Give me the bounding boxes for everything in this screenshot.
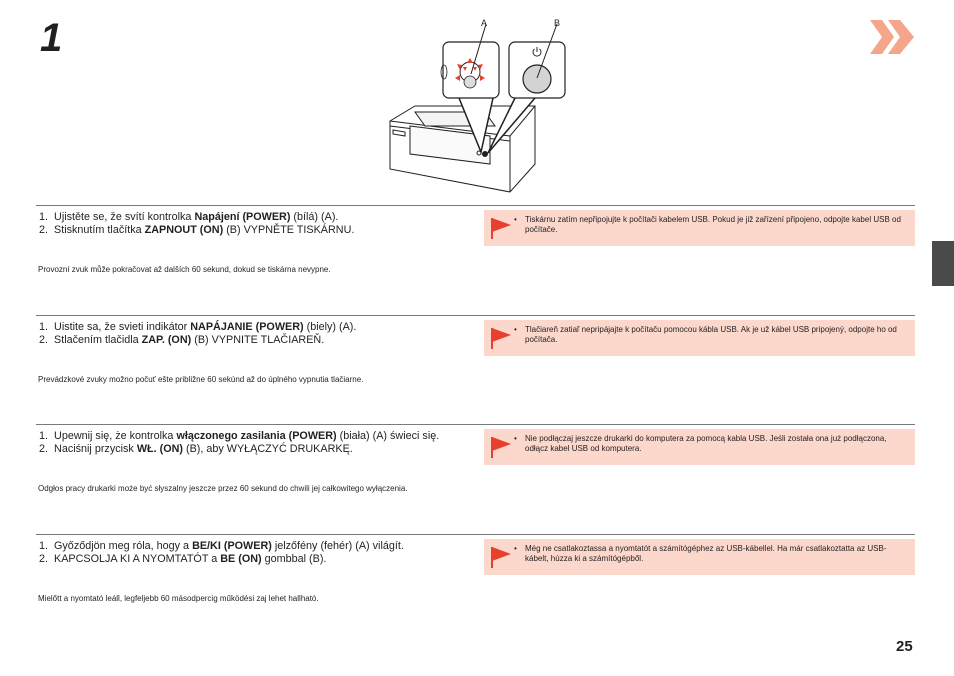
caution-box (484, 320, 915, 356)
step-item: 2. Naciśnij przycisk WŁ. (ON) (B), aby WYŁĄCZYĆ DRUKARKĘ. (39, 443, 353, 455)
caution-box (484, 210, 915, 246)
section-hu (36, 534, 915, 635)
label-a: A (481, 18, 488, 28)
section-pl (36, 424, 915, 525)
caution-flag-icon (490, 326, 512, 350)
caution-text: • Még ne csatlakoztassa a nyomtatót a számítógéphez az USB-kábellel. Ha már csatlakoztatta az USB-kábelt, húzza ki a számítógépből. (514, 544, 887, 563)
printer-illustration (385, 14, 575, 196)
caution-box (484, 539, 915, 575)
note-text: Mielőtt a nyomtató leáll, legfeljebb 60 másodpercig működési zaj lehet hallható. (38, 594, 319, 603)
caution-flag-icon (490, 435, 512, 459)
next-arrows-icon (868, 18, 916, 56)
page-number: 25 (896, 638, 913, 655)
note-text: Provozní zvuk může pokračovat až dalších 60 sekund, dokud se tiskárna nevypne. (38, 265, 331, 274)
caution-box (484, 429, 915, 465)
side-tab (932, 241, 954, 286)
section-cs (36, 205, 915, 306)
caution-text: • Tlačiareň zatiaľ nepripájajte k počítaču pomocou kábla USB. Ak je už kábel USB pripojený, odpojte ho od počítača. (514, 325, 897, 344)
step-item: 2. Stlačením tlačidla ZAP. (ON) (B) VYPNITE TLAČIAREŇ. (39, 334, 325, 346)
caution-flag-icon (490, 216, 512, 240)
caution-text: • Nie podłączaj jeszcze drukarki do komputera za pomocą kabla USB. Jeśli została ona już podłączona, odłącz kabel USB od komputera. (514, 434, 887, 453)
step-item: 1. Győződjön meg róla, hogy a BE/KI (POWER) jelzőfény (fehér) (A) világít. (39, 540, 404, 552)
step-number: 1 (40, 16, 63, 60)
step-item: 1. Ujistěte se, že svítí kontrolka Napájení (POWER) (bílá) (A). (39, 211, 339, 223)
steps-list (39, 211, 459, 237)
step-item: 2. Stisknutím tlačítka ZAPNOUT (ON) (B) VYPNĚTE TISKÁRNU. (39, 224, 355, 236)
step-item: 2. KAPCSOLJA KI A NYOMTATÓT a BE (ON) gombbal (B). (39, 553, 327, 565)
steps-list (39, 540, 459, 566)
note-text: Odgłos pracy drukarki może być słyszalny jeszcze przez 60 sekund do chwili jej całkowitego wyłączenia. (38, 484, 408, 493)
caution-flag-icon (490, 545, 512, 569)
step-item: 1. Upewnij się, że kontrolka włączonego zasilania (POWER) (biała) (A) świeci się. (39, 430, 440, 442)
section-sk (36, 315, 915, 416)
label-b: B (554, 18, 561, 28)
steps-list (39, 430, 459, 456)
caution-text: • Tiskárnu zatím nepřipojujte k počítači kabelem USB. Pokud je již zařízení připojeno, odpojte kabel USB od počítače. (514, 215, 901, 234)
step-item: 1. Uistite sa, že svieti indikátor NAPÁJANIE (POWER) (biely) (A). (39, 321, 357, 333)
note-text: Prevádzkové zvuky možno počuť ešte približne 60 sekúnd až do úplného vypnutia tlačiarne. (38, 375, 364, 384)
steps-list (39, 321, 459, 347)
